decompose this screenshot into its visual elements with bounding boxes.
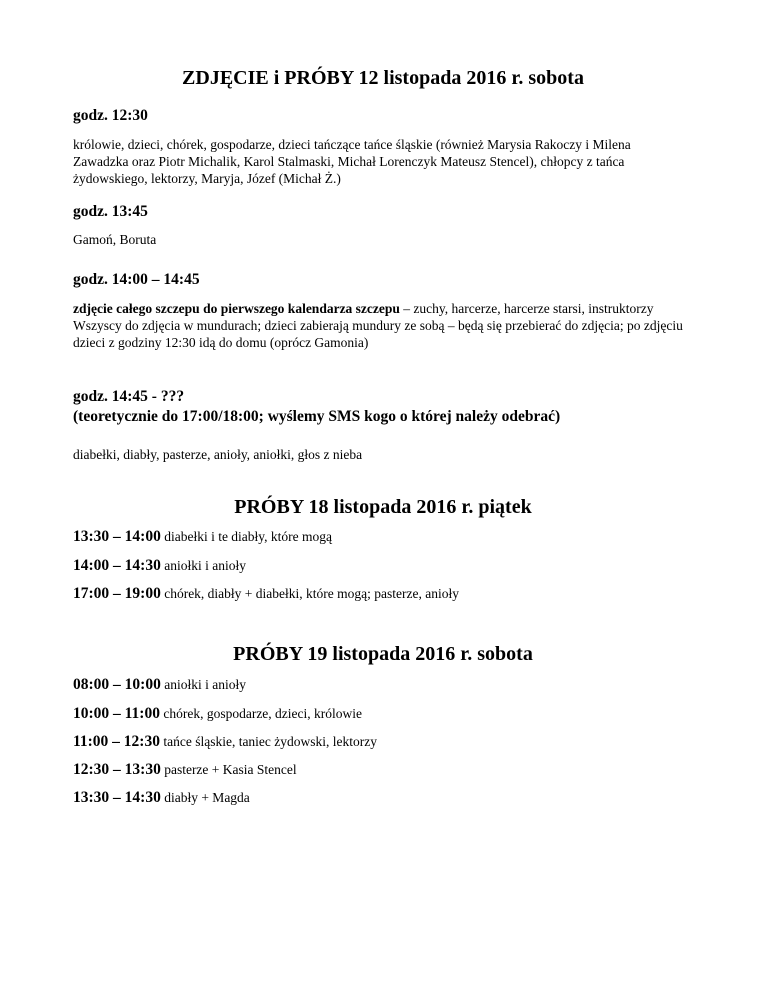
schedule-text: aniołki i anioły xyxy=(164,677,246,692)
schedule-time: 17:00 – 19:00 xyxy=(73,585,161,602)
schedule-text: diabełki i te diabły, które mogą xyxy=(164,529,333,544)
photo-instructions: Wszyscy do zdjęcia w mundurach; dzieci zabierają mundury ze sobą – będą się przebierać do zdjęcia; po zdjęciu dzieci z godziny 12:30 idą do domu (oprócz Gamonia) xyxy=(73,318,683,350)
schedule-time: 13:30 – 14:00 xyxy=(73,528,161,545)
section-title-rehearsals-19: PRÓBY 19 listopada 2016 r. sobota xyxy=(233,643,533,665)
participants-1400 xyxy=(73,300,683,351)
time-heading-1345: godz. 13:45 xyxy=(73,203,148,220)
participants-1345: Gamoń, Boruta xyxy=(73,232,157,247)
section-title-photo-rehearsals: ZDJĘCIE i PRÓBY 12 listopada 2016 r. sobota xyxy=(182,67,584,89)
photo-participants: – zuchy, harcerze, harcerze starsi, instruktorzy xyxy=(399,301,654,316)
schedule-row xyxy=(73,788,250,808)
schedule-time: 14:00 – 14:30 xyxy=(73,557,161,574)
schedule-text: diabły + Magda xyxy=(164,790,250,805)
schedule-time: 10:00 – 11:00 xyxy=(73,705,160,722)
schedule-row xyxy=(73,584,459,604)
schedule-row xyxy=(73,704,362,724)
schedule-row xyxy=(73,556,246,576)
time-heading-1445: godz. 14:45 - ??? xyxy=(73,388,185,405)
time-heading-1445-note: (teoretycznie do 17:00/18:00; wyślemy SMS kogo o której należy odebrać) xyxy=(73,408,561,425)
schedule-text: tańce śląskie, taniec żydowski, lektorzy xyxy=(163,734,378,749)
schedule-row xyxy=(73,760,297,780)
schedule-time: 13:30 – 14:30 xyxy=(73,789,161,806)
schedule-text: aniołki i anioły xyxy=(164,558,246,573)
schedule-text: chórek, gospodarze, dzieci, królowie xyxy=(163,706,363,721)
schedule-text: chórek, diabły + diabełki, które mogą; pasterze, anioły xyxy=(164,586,459,601)
schedule-time: 08:00 – 10:00 xyxy=(73,676,161,693)
schedule-time: 12:30 – 13:30 xyxy=(73,761,161,778)
schedule-text: pasterze + Kasia Stencel xyxy=(164,762,297,777)
participants-1230: królowie, dzieci, chórek, gospodarze, dzieci tańczące tańce śląskie (również Marysia Rakoczy i Milena Zawadzka oraz Piotr Michalik, Karol Stalmaski, Michał Lorenczyk Mateusz Stencel), chłopcy z tańca żydowskiego, lektorzy, Maryja, Józef (Michał Ż.) xyxy=(73,137,631,186)
time-heading-1230: godz. 12:30 xyxy=(73,107,148,124)
participants-1445: diabełki, diabły, pasterze, anioły, aniołki, głos z nieba xyxy=(73,447,363,462)
schedule-row xyxy=(73,527,332,547)
time-heading-1400: godz. 14:00 – 14:45 xyxy=(73,271,200,288)
section-title-rehearsals-18: PRÓBY 18 listopada 2016 r. piątek xyxy=(234,496,532,518)
schedule-row xyxy=(73,732,377,752)
photo-description: zdjęcie całego szczepu do pierwszego kalendarza szczepu xyxy=(73,301,400,316)
schedule-time: 11:00 – 12:30 xyxy=(73,733,160,750)
schedule-row xyxy=(73,675,246,695)
